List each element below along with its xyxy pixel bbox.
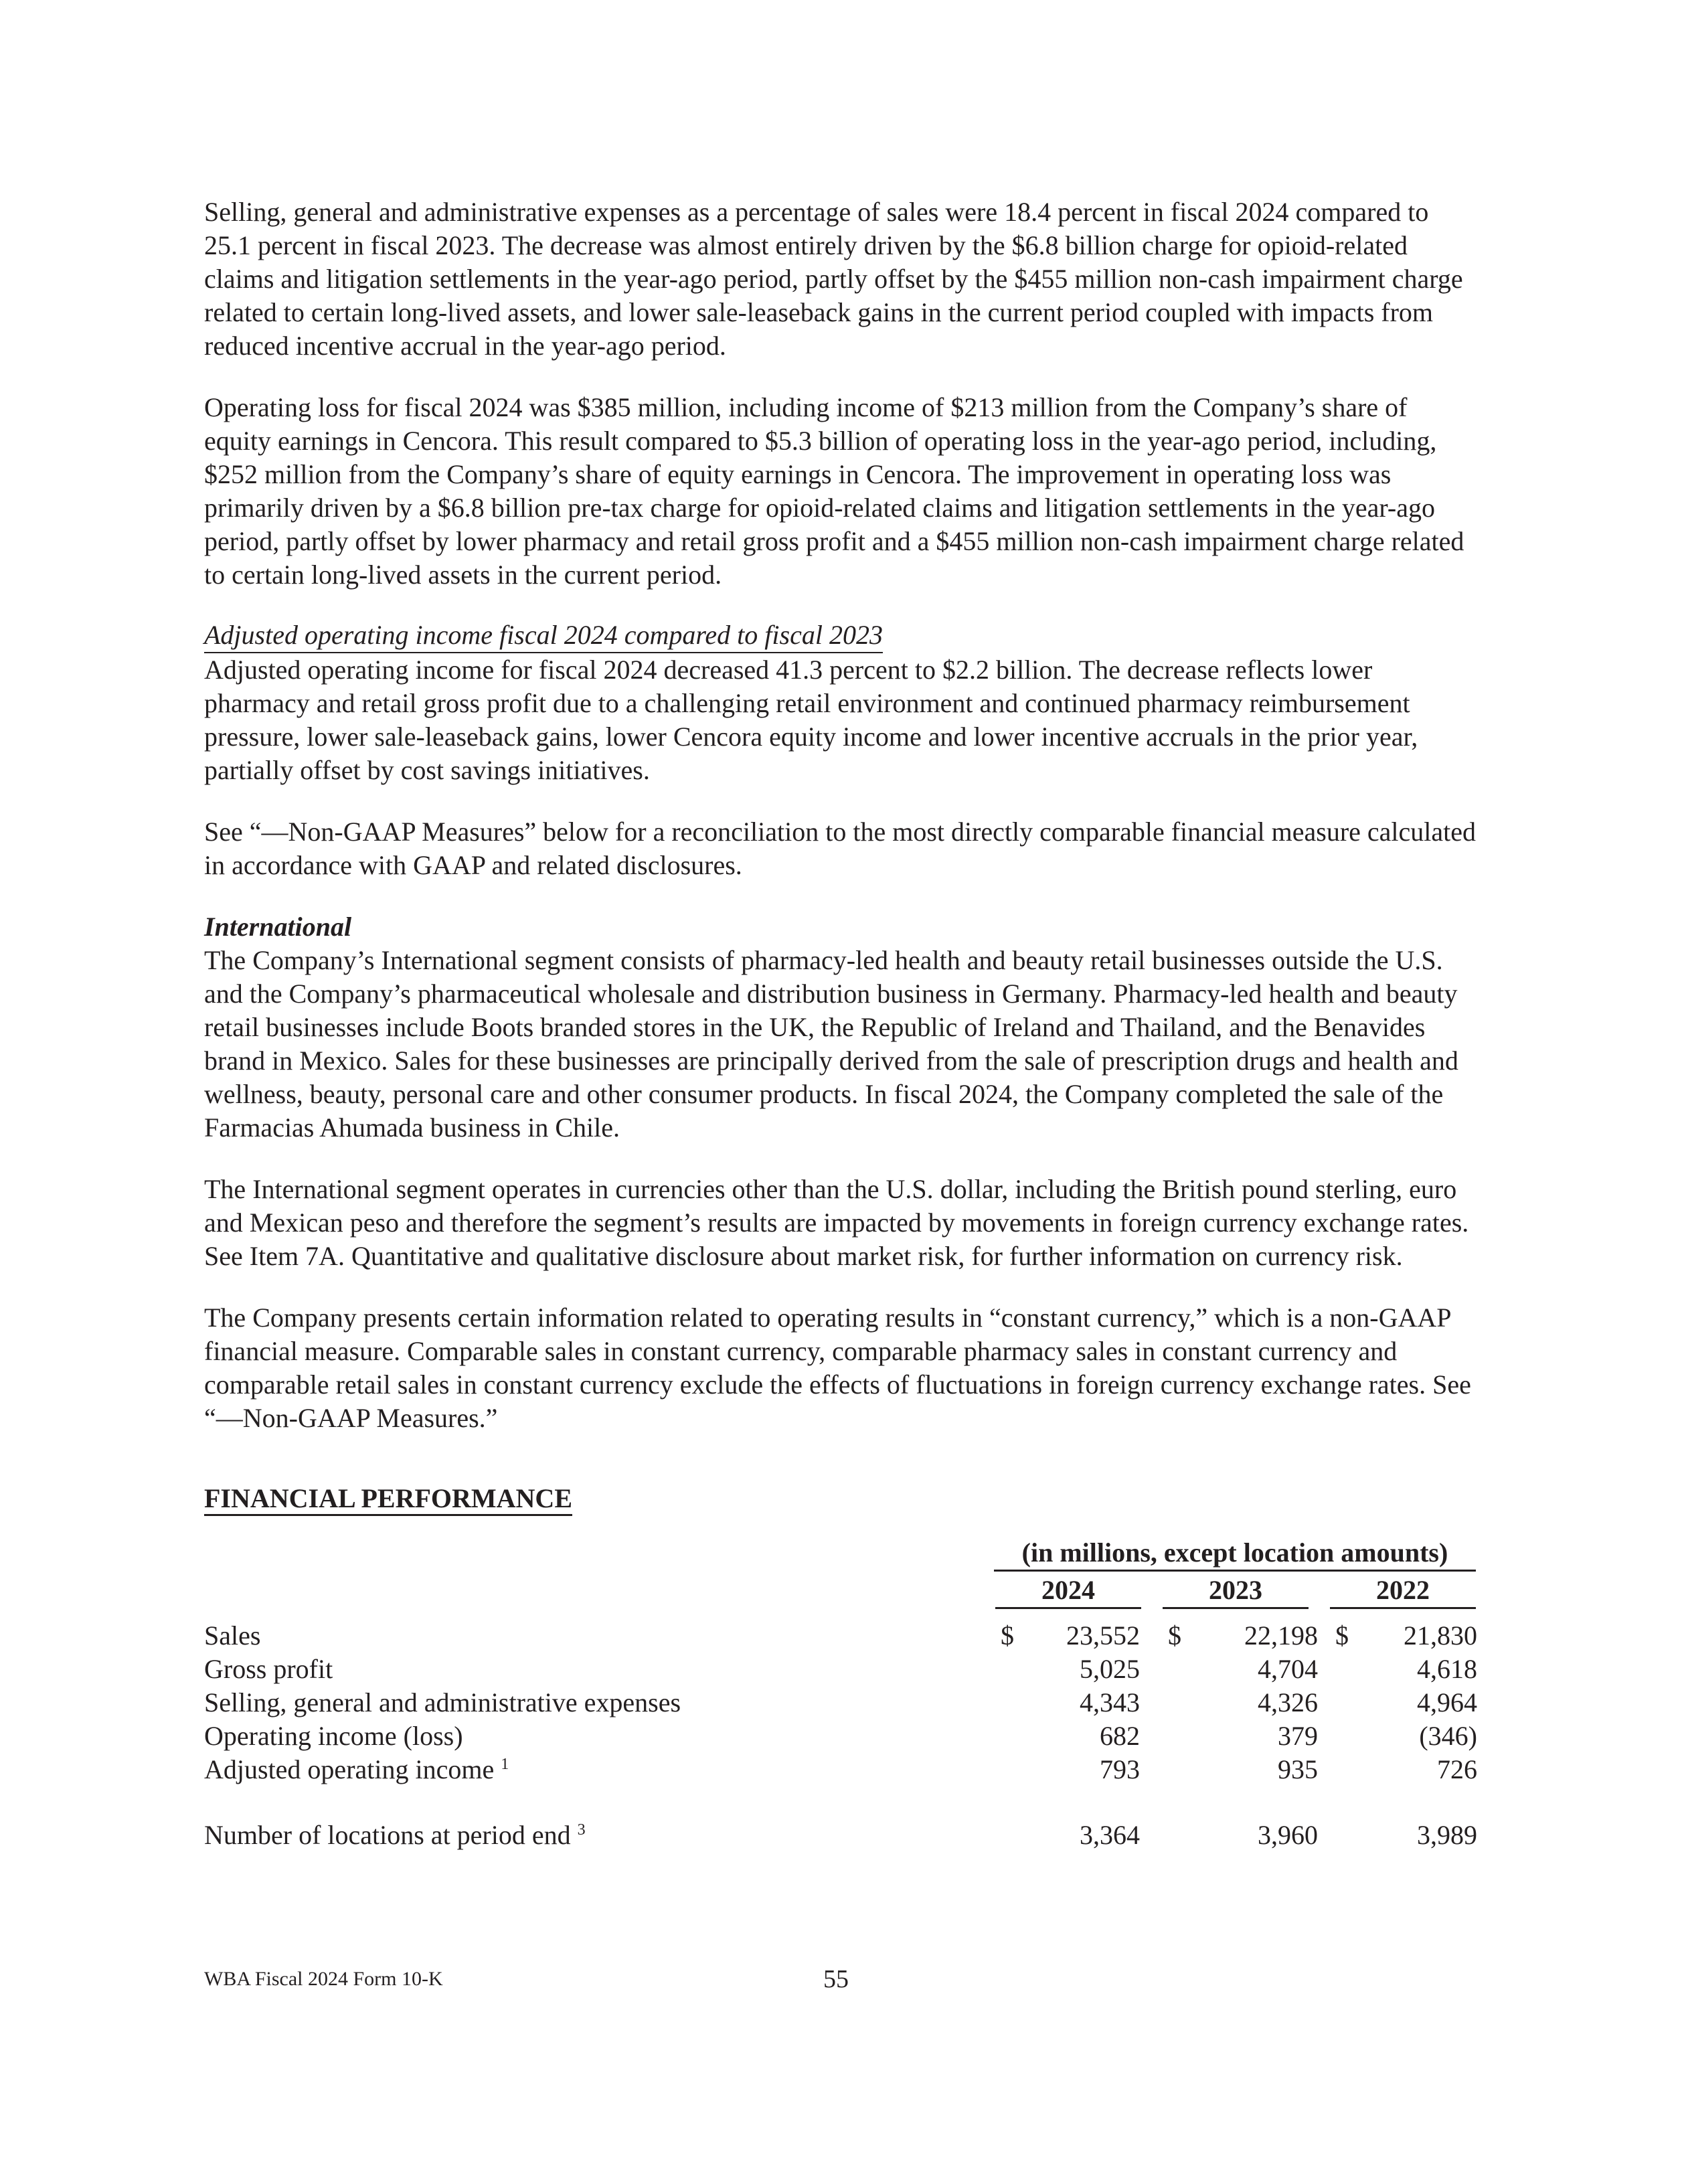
value-2022: 4,964 [1417,1687,1477,1717]
adjusted-operating-income-heading: Adjusted operating income fiscal 2024 compared to fiscal 2023 [204,620,883,653]
value-2022: 3,989 [1417,1820,1477,1850]
value-2024: 682 [1100,1721,1140,1751]
value-2023: 3,960 [1258,1820,1318,1850]
table-row-adjusted-operating-income [204,1753,1479,1786]
row-label: Operating income (loss) [204,1721,463,1751]
financial-performance-table [204,1536,1479,1851]
page-number: 55 [823,1965,849,1993]
table-row-sga [204,1686,1479,1719]
value-2023: 379 [1278,1721,1318,1751]
row-label: Selling, general and administrative expenses [204,1687,681,1717]
row-label: Adjusted operating income $^1$ [204,1754,509,1784]
value-2024: 23,552 [1066,1620,1140,1651]
row-label: Number of locations at period end $^3$ [204,1820,586,1850]
table-row-sales [204,1619,1479,1653]
international-heading: International [204,912,352,942]
paragraph-currency: The International segment operates in currencies other than the U.S. dollar, including the British pound sterling, euro and Mexican peso and therefore the segment’s results are impacted by movements in foreign currency exchange rates. See Item 7A. Quantitative and qualitative disclosure about market risk, for further information on currency risk. [204,1174,1469,1271]
value-2022: 21,830 [1404,1620,1477,1651]
table-row-gross-profit [204,1653,1479,1686]
paragraph-adjusted-operating-income: Adjusted operating income for fiscal 2024 decreased 41.3 percent to $2.2 billion. The decrease reflects lower pharmacy and retail gross profit due to a challenging retail environment and continued pharmacy reimbursement pressure, lower sale-leaseback gains, lower Cencora equity income and lower incentive accruals in the prior year, partially offset by cost savings initiatives. [204,655,1418,785]
paragraph-operating-loss: Operating loss for fiscal 2024 was $385 million, including income of $213 million from the Company’s share of equity earnings in Cencora. This result compared to $5.3 billion of operating loss in the year-ago period, including, $252 million from the Company’s share of equity earnings in Cencora. The improvement in operating loss was primarily driven by a $6.8 billion pre-tax charge for opioid-related claims and litigation settlements in the year-ago period, partly offset by lower pharmacy and retail gross profit and a $455 million non-cash impairment charge related to certain long-lived assets in the current period. [204,392,1464,590]
paragraph-constant-currency: The Company presents certain information related to operating results in “constant currency,” which is a non-GAAP financial measure. Comparable sales in constant currency, comparable pharmacy sales in constant currency and comparable retail sales in constant currency exclude the effects of fluctuations in foreign currency exchange rates. See “—Non-GAAP Measures.” [204,1303,1471,1433]
value-2023: 4,704 [1258,1654,1318,1684]
table-unit-label: (in millions, except location amounts) [994,1536,1476,1572]
value-2022: (346) [1419,1721,1477,1751]
document-body [204,195,1479,1851]
footnote-marker: 1 [501,1756,509,1773]
footer-document-name: WBA Fiscal 2024 Form 10-K [204,1968,443,1990]
row-label: Sales [204,1620,261,1651]
value-2023: 22,198 [1244,1620,1318,1651]
paragraph-sga: Selling, general and administrative expenses as a percentage of sales were 18.4 percent in fiscal 2024 compared to 25.1 percent in fiscal 2023. The decrease was almost entirely driven by the $6.8 billion charge for opioid-related claims and litigation settlements in the year-ago period, partly offset by the $455 million non-cash impairment charge related to certain long-lived assets, and lower sale-leaseback gains in the current period coupled with impacts from reduced incentive accrual in the year-ago period. [204,197,1463,361]
value-2022: 4,618 [1417,1654,1477,1684]
financial-performance-title: FINANCIAL PERFORMANCE [204,1483,572,1516]
table-row-locations [204,1819,1479,1852]
table-row-operating-income [204,1719,1479,1753]
footnote-marker: 3 [577,1821,586,1839]
column-header-2022: 2022 [1330,1574,1476,1609]
value-2023: 4,326 [1258,1687,1318,1717]
row-label: Gross profit [204,1654,333,1684]
value-2024: 3,364 [1080,1820,1140,1850]
value-2024: 5,025 [1080,1654,1140,1684]
currency-symbol: $ [1335,1620,1349,1651]
currency-symbol: $ [1168,1620,1181,1651]
value-2024: 793 [1100,1754,1140,1784]
value-2023: 935 [1278,1754,1318,1784]
page-footer [204,1962,1479,1996]
column-header-2023: 2023 [1163,1574,1309,1609]
value-2022: 726 [1437,1754,1477,1784]
currency-symbol: $ [1001,1620,1014,1651]
column-header-2024: 2024 [995,1574,1141,1609]
paragraph-non-gaap-reference: See “—Non-GAAP Measures” below for a reconciliation to the most directly comparable financial measure calculated in accordance with GAAP and related disclosures. [204,817,1477,880]
paragraph-international-segment: The Company’s International segment consists of pharmacy-led health and beauty retail businesses outside the U.S. and the Company’s pharmaceutical wholesale and distribution business in Germany. Pharmacy-led health and beauty retail businesses include Boots branded stores in the UK, the Republic of Ireland and Thailand, and the Benavides brand in Mexico. Sales for these businesses are principally derived from the sale of prescription drugs and health and wellness, beauty, personal care and other consumer products. In fiscal 2024, the Company completed the sale of the Farmacias Ahumada business in Chile. [204,945,1458,1143]
value-2024: 4,343 [1080,1687,1140,1717]
